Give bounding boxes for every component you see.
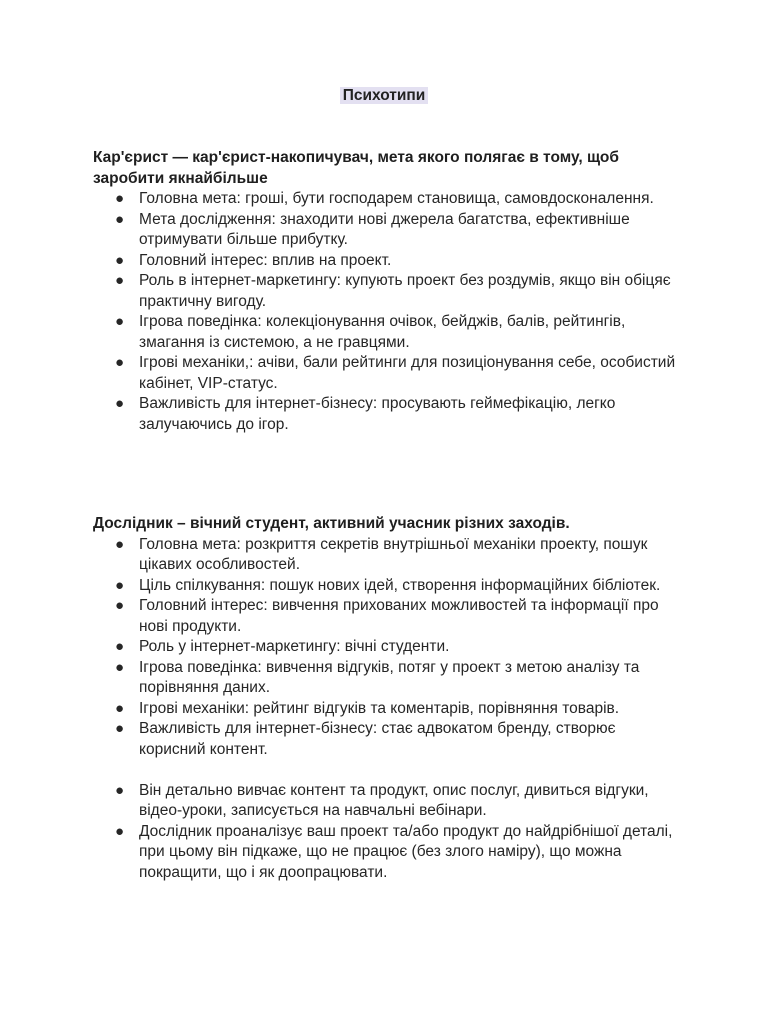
bullet-icon: ●	[115, 576, 125, 594]
list-item-text: Він детально вивчає контент та продукт, опис послуг, дивиться відгуки, відео-уроки, записується на навчальні вебінари.	[139, 781, 649, 819]
bullet-icon: ●	[115, 272, 125, 289]
bullet-icon: ●	[115, 822, 125, 840]
list-item	[93, 210, 683, 251]
bullet-icon: ●	[115, 190, 125, 207]
list-item-text: Головна мета: гроші, бути господарем становища, самовдосконалення.	[139, 190, 654, 207]
section-researcher	[93, 514, 683, 883]
bullet-icon: ●	[115, 313, 125, 330]
bullet-icon: ●	[115, 251, 125, 269]
list-item	[93, 535, 683, 576]
list-item-text: Ігрові механіки: рейтинг відгуків та коментарів, порівняння товарів.	[139, 699, 620, 717]
bullet-icon: ●	[115, 210, 125, 228]
list-item	[93, 189, 683, 210]
list-item-text: Важливість для інтернет-бізнесу: просувають геймефікацію, легко залучаючись до ігор.	[139, 395, 616, 433]
bullet-icon: ●	[115, 658, 125, 676]
bullet-icon: ●	[115, 395, 125, 412]
list-item-text: Головний інтерес: вивчення прихованих можливостей та інформації про нові продукти.	[139, 597, 659, 635]
list-item-text: Ігрова поведінка: вивчення відгуків, потяг у проект з метою аналізу та порівняння даних.	[139, 658, 640, 696]
bullet-icon: ●	[115, 354, 125, 371]
list-item	[93, 353, 683, 394]
bullet-list	[93, 535, 683, 761]
page-title	[0, 86, 768, 106]
list-item	[93, 394, 683, 435]
bullet-icon: ●	[115, 699, 125, 717]
list-item-text: Дослідник проаналізує ваш проект та/або продукт до найдрібнішої деталі, при цьому він підкаже, що не працює (без злого наміру), що можна покращити, що і як доопрацювати.	[139, 822, 673, 881]
list-item-text: Ігрові механіки,: ачіви, бали рейтинги для позиціонування себе, особистий кабінет, VIP-статус.	[139, 354, 676, 392]
list-item	[93, 576, 683, 597]
bullet-list-extra	[93, 781, 683, 884]
list-item	[93, 312, 683, 353]
list-item-text: Головна мета: розкриття секретів внутрішньої механіки проекту, пошук цікавих особливостей.	[139, 535, 648, 573]
list-item-text: Роль в інтернет-маркетингу: купують проект без роздумів, якщо він обіцяє практичну вигоду.	[139, 272, 671, 310]
list-item	[93, 251, 683, 272]
section-heading: Кар'єрист — кар'єрист-накопичувач, мета якого полягає в тому, щоб заробити якнайбільше	[93, 149, 619, 187]
bullet-list	[93, 189, 683, 435]
bullet-icon: ●	[115, 781, 125, 799]
list-item	[93, 637, 683, 658]
list-item	[93, 699, 683, 720]
list-item-text: Важливість для інтернет-бізнесу: стає адвокатом бренду, створює корисний контент.	[139, 720, 616, 758]
list-item-text: Ігрова поведінка: колекціонування очівок, бейджів, балів, рейтингів, змагання із системою, а не гравцями.	[139, 313, 626, 351]
list-item	[93, 271, 683, 312]
list-item	[93, 822, 683, 884]
list-item-text: Ціль спілкування: пошук нових ідей, створення інформаційних бібліотек.	[139, 576, 661, 594]
list-item	[93, 719, 683, 760]
section-careerist	[93, 148, 683, 435]
list-item-text: Головний інтерес: вплив на проект.	[139, 251, 392, 269]
bullet-icon: ●	[115, 597, 125, 614]
bullet-icon: ●	[115, 720, 125, 737]
list-item	[93, 658, 683, 699]
section-heading: Дослідник – вічний студент, активний учасник різних заходів.	[93, 515, 570, 532]
list-item	[93, 781, 683, 822]
bullet-icon: ●	[115, 638, 125, 655]
list-item-text: Роль у інтернет-маркетингу: вічні студенти.	[139, 638, 450, 655]
page-title-text: Психотипи	[340, 87, 429, 104]
spacer	[93, 760, 683, 781]
list-item	[93, 596, 683, 637]
bullet-icon: ●	[115, 535, 125, 553]
list-item-text: Мета дослідження: знаходити нові джерела багатства, ефективніше отримувати більше прибутку.	[139, 210, 630, 248]
